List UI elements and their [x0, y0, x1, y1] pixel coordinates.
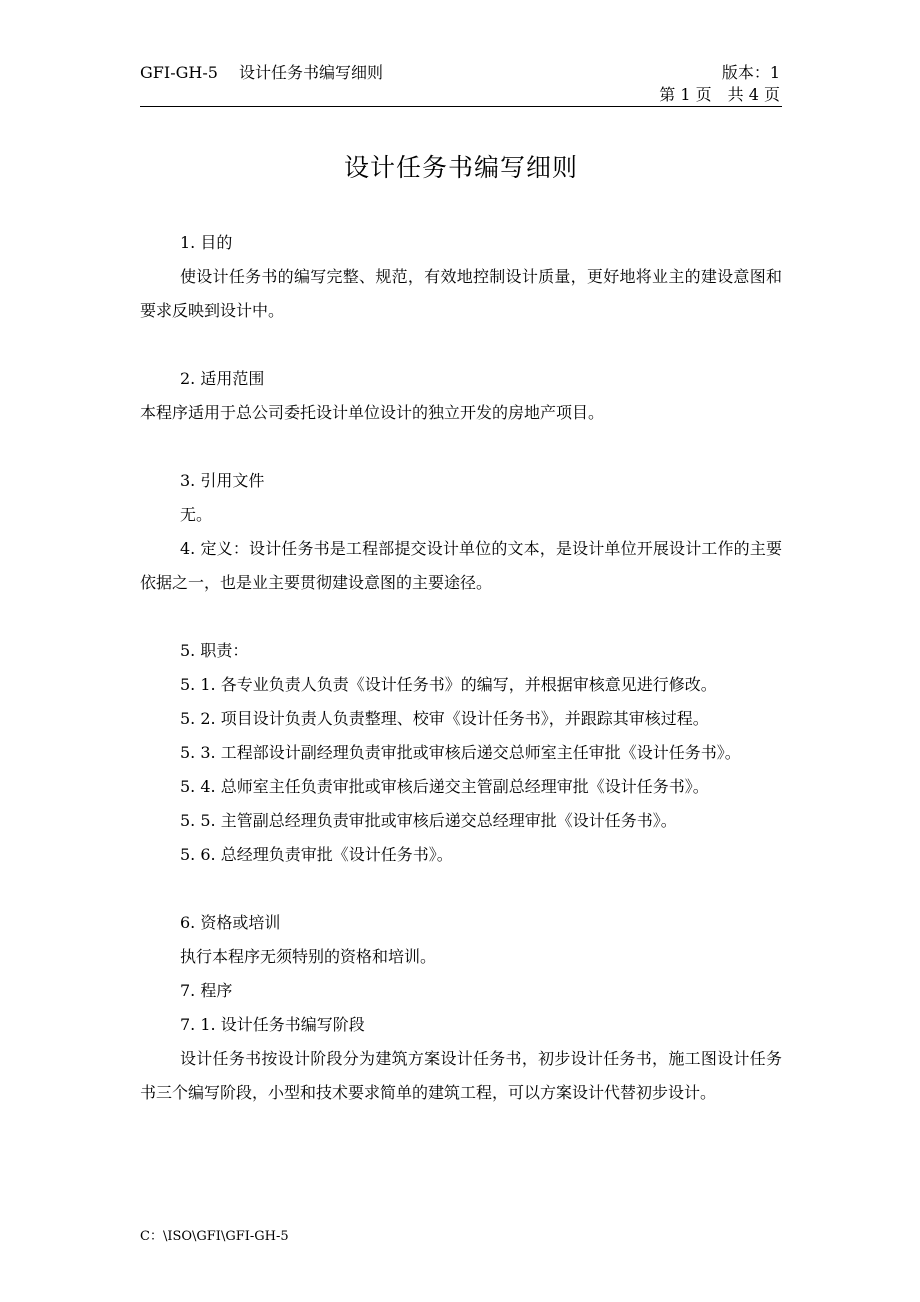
document-body — [140, 226, 782, 1110]
section-5-item: 5. 5. 主管副总经理负责审批或审核后递交总经理审批《设计任务书》。 — [180, 811, 677, 830]
file-path-footer: C：\ISO\GFI\GFI-GH-5 — [140, 1229, 289, 1244]
version-label: 版本：1 — [721, 63, 780, 82]
section-5-item: 5. 1. 各专业负责人负责《设计任务书》的编写，并根据审核意见进行修改。 — [180, 675, 717, 694]
page-title: 设计任务书编写细则 — [343, 153, 578, 182]
section-5-item: 5. 4. 总师室主任负责审批或审核后递交主管副总经理审批《设计任务书》。 — [180, 777, 709, 796]
page-counter: 第 1 页 共 4 页 — [659, 85, 780, 104]
document-name: 设计任务书编写细则 — [239, 63, 384, 82]
section-2-heading: 2. 适用范围 — [180, 369, 265, 388]
section-6-heading: 6. 资格或培训 — [180, 913, 281, 932]
section-1-heading: 1. 目的 — [180, 233, 233, 252]
section-7-1-body: 设计任务书按设计阶段分为建筑方案设计任务书，初步设计任务书，施工图设计任务书三个编写阶段，小型和技术要求简单的建筑工程，可以方案设计代替初步设计。 — [140, 1049, 782, 1102]
section-5-item: 5. 6. 总经理负责审批《设计任务书》。 — [180, 845, 453, 864]
section-1-body: 使设计任务书的编写完整、规范，有效地控制设计质量，更好地将业主的建设意图和要求反映到设计中。 — [140, 267, 782, 320]
section-4-body: 4. 定义：设计任务书是工程部提交设计单位的文本，是设计单位开展设计工作的主要依据之一，也是业主要贯彻建设意图的主要途径。 — [140, 539, 782, 592]
section-7-heading: 7. 程序 — [180, 981, 233, 1000]
page-header — [140, 56, 782, 107]
document-code: GFI-GH-5 — [140, 63, 218, 82]
section-6-body: 执行本程序无须特别的资格和培训。 — [180, 947, 437, 966]
section-3-body: 无。 — [180, 505, 213, 524]
section-7-1-heading: 7. 1. 设计任务书编写阶段 — [180, 1015, 365, 1034]
section-3-heading: 3. 引用文件 — [180, 471, 265, 490]
section-5-heading: 5. 职责： — [180, 641, 249, 660]
header-left — [140, 60, 383, 83]
section-5-item: 5. 3. 工程部设计副经理负责审批或审核后递交总师室主任审批《设计任务书》。 — [180, 743, 741, 762]
section-2-body: 本程序适用于总公司委托设计单位设计的独立开发的房地产项目。 — [140, 403, 605, 422]
section-5-item: 5. 2. 项目设计负责人负责整理、校审《设计任务书》，并跟踪其审核过程。 — [180, 709, 709, 728]
